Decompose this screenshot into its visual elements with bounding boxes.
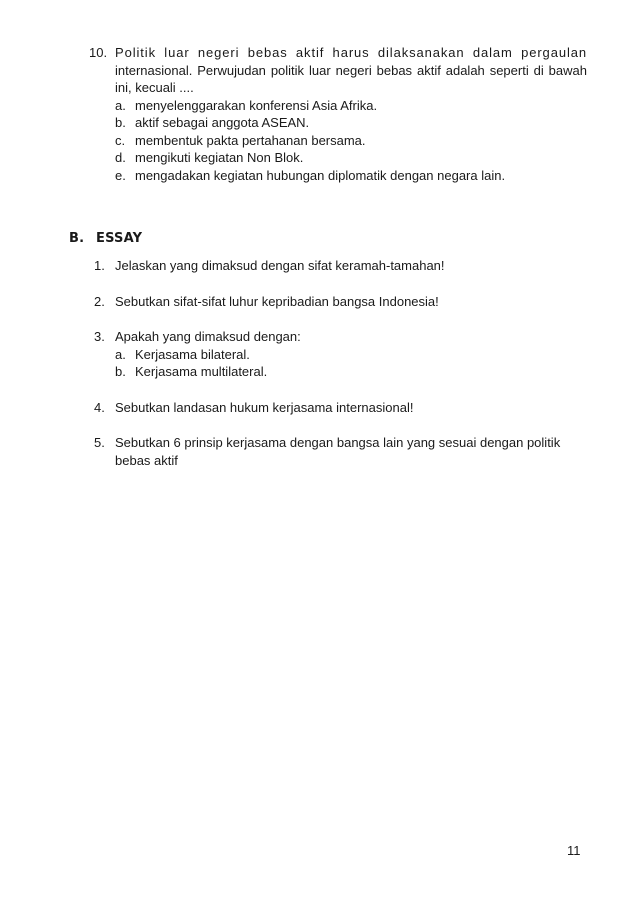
- option-text: Kerjasama multilateral.: [135, 364, 268, 379]
- question-number: 2.: [94, 293, 105, 309]
- option-letter: a.: [115, 346, 126, 362]
- answer-option-c: [115, 132, 587, 150]
- option-text: Kerjasama bilateral.: [135, 346, 250, 362]
- essay-question-2: [94, 293, 588, 311]
- question-number: 4.: [94, 399, 105, 415]
- essay-option-a: [115, 346, 588, 364]
- page-number: 11: [567, 843, 581, 858]
- question-row: [89, 44, 587, 97]
- option-letter: e.: [115, 167, 126, 183]
- option-text: mengadakan kegiatan hubungan diplomatik dengan negara lain.: [135, 167, 506, 183]
- question-text-rest: internasional. Perwujudan politik luar negeri bebas aktif adalah seperti di bawah ini, kecuali ....: [115, 62, 587, 95]
- question-text: Apakah yang dimaksud dengan:: [115, 329, 301, 344]
- essay-question-3: [94, 328, 588, 346]
- question-text: Sebutkan 6 prinsip kerjasama dengan bangsa lain yang sesuai dengan politik bebas aktif: [115, 435, 561, 468]
- option-letter: c.: [115, 132, 126, 148]
- option-text: mengikuti kegiatan Non Blok.: [135, 150, 304, 165]
- option-text: membentuk pakta pertahanan bersama.: [135, 132, 366, 148]
- question-number: 1.: [94, 258, 105, 273]
- question-text: Sebutkan landasan hukum kerjasama internasional!: [115, 399, 414, 415]
- option-letter: b.: [115, 364, 126, 379]
- answer-option-a: [115, 97, 587, 115]
- essay-question-5: [94, 434, 588, 469]
- question-number: 5.: [94, 435, 105, 450]
- answer-option-e: [115, 167, 587, 185]
- question-text-first-line: Politik luar negeri bebas aktif harus dilaksanakan dalam pergaulan: [115, 45, 587, 60]
- question-text: Sebutkan sifat-sifat luhur kepribadian bangsa Indonesia!: [115, 293, 439, 309]
- option-text: menyelenggarakan konferensi Asia Afrika.: [135, 97, 378, 113]
- essay-question-4: [94, 399, 588, 417]
- answer-option-d: [115, 149, 587, 167]
- question-number: 3.: [94, 329, 105, 344]
- essay-questions: [94, 257, 588, 469]
- question-number: 10.: [89, 45, 108, 60]
- option-text: aktif sebagai anggota ASEAN.: [135, 115, 310, 130]
- essay-question-1: [94, 257, 588, 275]
- essay-question-3-options: [115, 346, 588, 381]
- question-text: [115, 44, 587, 97]
- option-letter: a.: [115, 97, 126, 113]
- multiple-choice-question-10: [89, 44, 587, 184]
- option-letter: d.: [115, 150, 126, 165]
- essay-option-b: [115, 363, 588, 381]
- section-letter: B.: [69, 231, 85, 246]
- section-heading-essay: [69, 231, 142, 246]
- question-text: Jelaskan yang dimaksud dengan sifat keramah-tamahan!: [115, 258, 445, 273]
- option-letter: b.: [115, 115, 126, 130]
- section-title: ESSAY: [96, 231, 143, 246]
- answer-options: [115, 97, 587, 185]
- answer-option-b: [115, 114, 587, 132]
